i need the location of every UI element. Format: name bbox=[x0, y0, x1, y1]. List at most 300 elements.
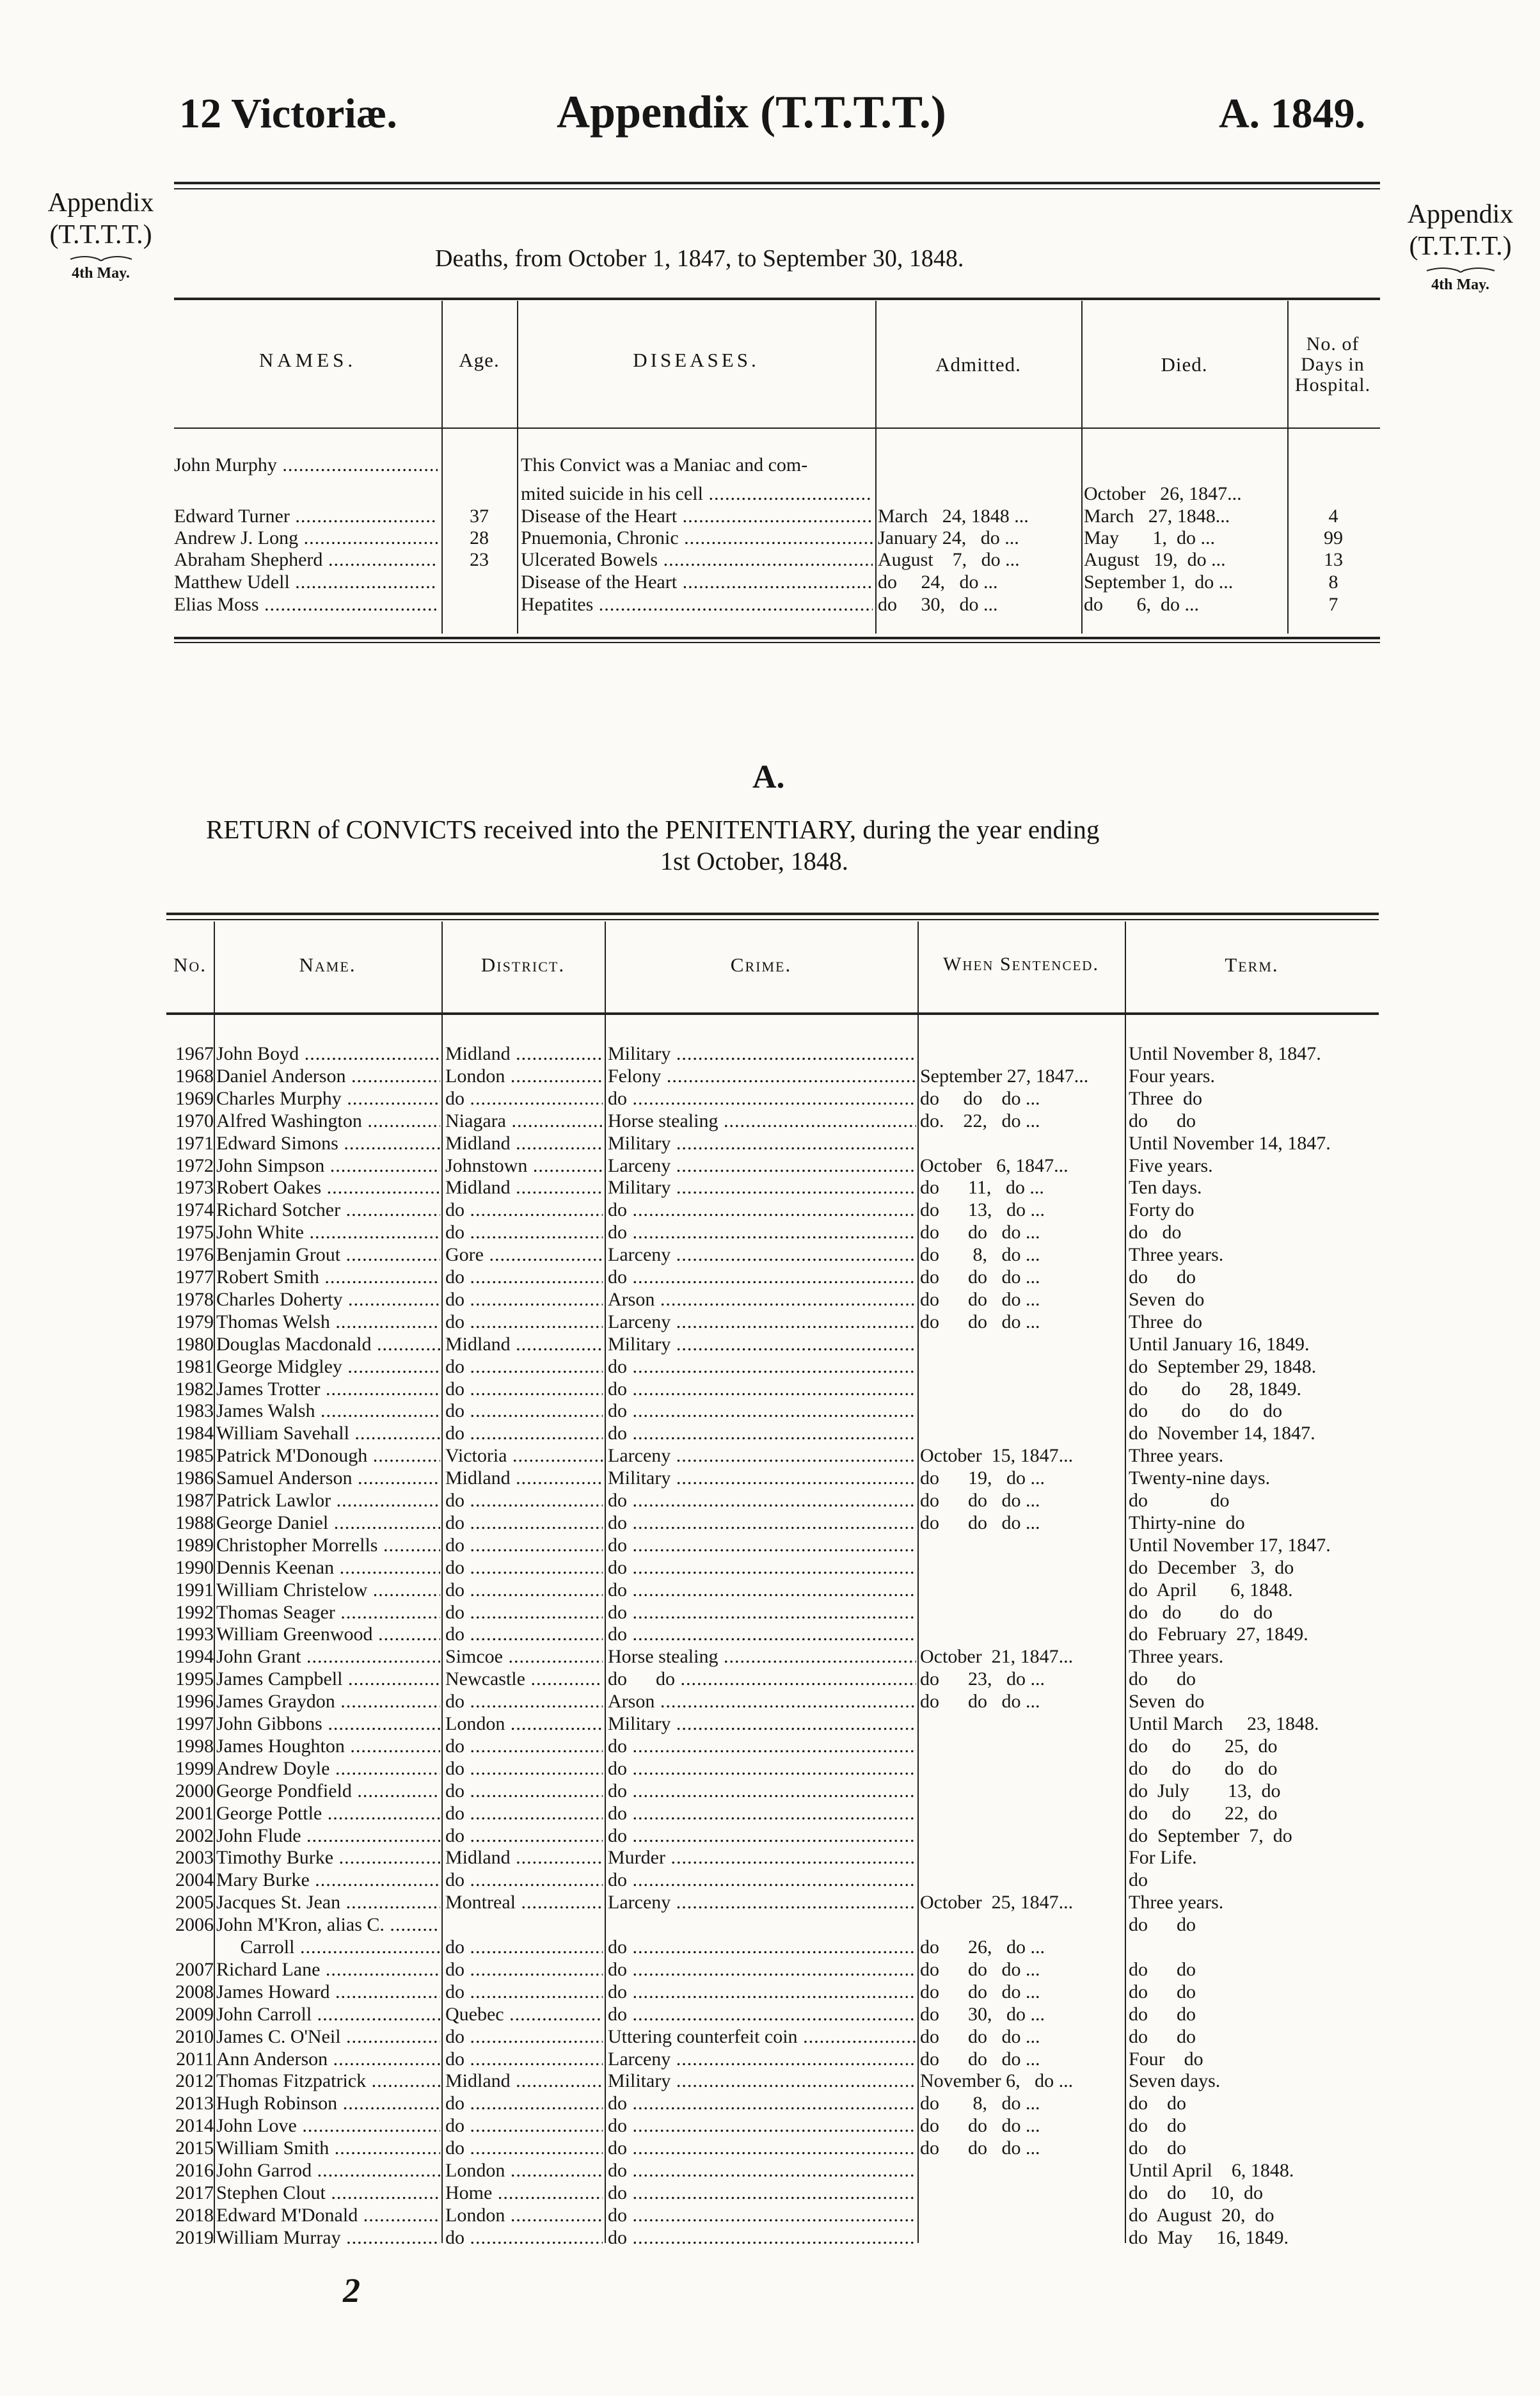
convict-name: Ann Anderson ..... bbox=[216, 2049, 440, 2070]
convict-crime: Uttering counterfeit coin ..... bbox=[608, 2026, 916, 2048]
convict-crime: Military ..... bbox=[608, 2070, 916, 2092]
convict-no: 2010 bbox=[175, 2026, 214, 2047]
convict-no: 2013 bbox=[175, 2093, 214, 2114]
deaths-bottom-rule bbox=[174, 637, 1380, 639]
convict-sentenced: do do do ... bbox=[920, 1222, 1040, 1243]
death-age: 28 bbox=[470, 527, 489, 548]
convict-term: Until November 14, 1847. bbox=[1129, 1133, 1331, 1154]
death-disease: Hepatites ..... bbox=[521, 594, 873, 616]
return-top-rule bbox=[166, 913, 1379, 915]
convict-no: 2009 bbox=[175, 2004, 214, 2025]
convict-name: George Daniel ..... bbox=[216, 1512, 440, 1534]
convict-crime: do ..... bbox=[608, 1400, 916, 1422]
convict-crime: do ..... bbox=[608, 2093, 916, 2114]
convict-sentenced: do do do ... bbox=[920, 1311, 1040, 1332]
return-col-sep bbox=[214, 922, 215, 2243]
convict-name: James Houghton ..... bbox=[216, 1736, 440, 1757]
convict-name: Andrew Doyle ..... bbox=[216, 1758, 440, 1780]
convict-district: do ..... bbox=[445, 1825, 603, 1847]
convict-name: Carroll ..... bbox=[216, 1937, 440, 1958]
convict-term: Ten days. bbox=[1129, 1177, 1202, 1198]
convict-crime: do ..... bbox=[608, 1803, 916, 1825]
death-days: 4 bbox=[1328, 506, 1338, 527]
return-col-sep bbox=[917, 922, 919, 2243]
convict-district: do ..... bbox=[445, 1981, 603, 2003]
convict-crime: Larceny ..... bbox=[608, 1892, 916, 1913]
convict-name: Timothy Burke ..... bbox=[216, 1847, 440, 1869]
convict-term: do August 20, do bbox=[1129, 2205, 1274, 2226]
convict-name: James Howard ..... bbox=[216, 1981, 440, 2003]
convict-district: London ..... bbox=[445, 1713, 603, 1735]
convict-term: Three years. bbox=[1129, 1445, 1224, 1466]
convict-name: Richard Sotcher ..... bbox=[216, 1199, 440, 1221]
convict-district: do ..... bbox=[445, 1289, 603, 1311]
convict-crime: Larceny ..... bbox=[608, 1244, 916, 1266]
return-col-term: Term. bbox=[1225, 954, 1279, 976]
convict-name: James Campbell ..... bbox=[216, 1668, 440, 1690]
convict-term: do September 29, 1848. bbox=[1129, 1356, 1317, 1377]
convict-crime: do ..... bbox=[608, 1825, 916, 1847]
convict-sentenced: do do do ... bbox=[920, 1959, 1040, 1980]
convict-sentenced: do do do ... bbox=[920, 1088, 1040, 1109]
convict-sentenced: do 26, do ... bbox=[920, 1937, 1045, 1958]
convict-district: Victoria ..... bbox=[445, 1445, 603, 1467]
convict-no: 1995 bbox=[175, 1668, 214, 1689]
convict-term: Forty do bbox=[1129, 1199, 1195, 1220]
convict-district: do ..... bbox=[445, 1691, 603, 1713]
death-admitted: March 24, 1848 ... bbox=[878, 506, 1029, 527]
convict-crime: Horse stealing ..... bbox=[608, 1646, 916, 1668]
convict-sentenced: do 30, do ... bbox=[920, 2004, 1045, 2025]
return-header-bottom bbox=[166, 1012, 1379, 1015]
convict-no: 1987 bbox=[175, 1490, 214, 1511]
convict-crime: do ..... bbox=[608, 1423, 916, 1444]
convict-term: do do bbox=[1129, 2115, 1186, 2136]
convict-no: 2007 bbox=[175, 1959, 214, 1980]
convict-no: 1980 bbox=[175, 1334, 214, 1355]
death-days: 8 bbox=[1328, 571, 1338, 593]
margin-note-line2: (T.T.T.T.) bbox=[49, 220, 152, 250]
convict-no: 1992 bbox=[175, 1602, 214, 1623]
return-col-no: No. bbox=[173, 954, 207, 976]
convict-term: do do bbox=[1129, 1222, 1182, 1243]
convict-district: do ..... bbox=[445, 1490, 603, 1512]
convict-sentenced: do do do ... bbox=[920, 1289, 1040, 1310]
convict-term: Until March 23, 1848. bbox=[1129, 1713, 1319, 1734]
convict-name: Edward M'Donald ..... bbox=[216, 2205, 440, 2226]
convict-term: Seven days. bbox=[1129, 2070, 1221, 2091]
deaths-bottom-rule-2 bbox=[174, 642, 1380, 643]
convict-name: Stephen Clout ..... bbox=[216, 2182, 440, 2204]
convict-name: James Trotter ..... bbox=[216, 1378, 440, 1400]
convict-district: Midland ..... bbox=[445, 1177, 603, 1199]
deaths-col-names: NAMES. bbox=[258, 349, 357, 371]
convict-term: do do do do bbox=[1129, 1602, 1273, 1623]
convict-sentenced: do do do ... bbox=[920, 2049, 1040, 2070]
convict-no: 1974 bbox=[175, 1199, 214, 1220]
convict-district: London ..... bbox=[445, 1066, 603, 1087]
deaths-top-rule-2 bbox=[174, 188, 1380, 189]
convict-term: Twenty-nine days. bbox=[1129, 1467, 1271, 1489]
deaths-col-age: Age. bbox=[459, 349, 500, 371]
convict-name: John Flude ..... bbox=[216, 1825, 440, 1847]
convict-crime: do ..... bbox=[608, 1736, 916, 1757]
convict-crime: do ..... bbox=[608, 1602, 916, 1624]
convict-no: 2017 bbox=[175, 2182, 214, 2203]
convict-no: 1990 bbox=[175, 1557, 214, 1578]
convict-district: do ..... bbox=[445, 1535, 603, 1556]
convict-term: do do bbox=[1129, 1266, 1196, 1288]
convict-district: Gore ..... bbox=[445, 1244, 603, 1266]
convict-crime: Arson ..... bbox=[608, 1289, 916, 1311]
convict-sentenced: do 8, do ... bbox=[920, 1244, 1040, 1265]
convict-crime: Larceny ..... bbox=[608, 1311, 916, 1333]
death-died: May 1, do ... bbox=[1084, 527, 1215, 548]
convict-no: 2003 bbox=[175, 1847, 214, 1868]
convict-crime: do ..... bbox=[608, 1981, 916, 2003]
death-age: 37 bbox=[470, 506, 489, 527]
convict-no: 2005 bbox=[175, 1892, 214, 1913]
convict-name: Daniel Anderson ..... bbox=[216, 1066, 440, 1087]
convict-district: do ..... bbox=[445, 1959, 603, 1981]
convict-district: do ..... bbox=[445, 1736, 603, 1757]
death-name: Edward Turner ..... bbox=[174, 506, 438, 527]
convict-district: London ..... bbox=[445, 2205, 603, 2226]
death-disease: Disease of the Heart ..... bbox=[521, 571, 873, 593]
convict-name: George Pondfield ..... bbox=[216, 1780, 440, 1802]
return-col-name: Name. bbox=[299, 954, 356, 976]
return-col-crime: Crime. bbox=[730, 954, 792, 976]
convict-crime: do ..... bbox=[608, 1356, 916, 1378]
convict-sentenced: do do do ... bbox=[920, 2115, 1040, 2136]
convict-sentenced: do 23, do ... bbox=[920, 1668, 1045, 1689]
convict-sentenced: October 25, 1847... bbox=[920, 1892, 1074, 1913]
convict-crime: Military ..... bbox=[608, 1043, 916, 1065]
death-days: 7 bbox=[1328, 594, 1338, 615]
convict-term: Three do bbox=[1129, 1088, 1202, 1109]
convict-term: do May 16, 1849. bbox=[1129, 2227, 1289, 2248]
convict-term: do do do do bbox=[1129, 1758, 1278, 1779]
convict-district: do ..... bbox=[445, 1400, 603, 1422]
convict-crime: do ..... bbox=[608, 2137, 916, 2159]
deaths-col-sep bbox=[1287, 301, 1289, 634]
convict-no: 1983 bbox=[175, 1400, 214, 1421]
convict-crime: do ..... bbox=[608, 2227, 916, 2249]
convict-term: do do 25, do bbox=[1129, 1736, 1278, 1757]
convict-district: do ..... bbox=[445, 2115, 603, 2137]
convict-district: do ..... bbox=[445, 2049, 603, 2070]
deaths-col-admitted: Admitted. bbox=[935, 353, 1021, 376]
return-title-line2: 1st October, 1848. bbox=[660, 847, 848, 875]
convict-district: do ..... bbox=[445, 2227, 603, 2249]
convict-crime: do ..... bbox=[608, 1088, 916, 1110]
convict-district: Quebec ..... bbox=[445, 2004, 603, 2025]
death-died: September 1, do ... bbox=[1084, 571, 1234, 593]
convict-no: 1982 bbox=[175, 1378, 214, 1400]
convict-term: Four years. bbox=[1129, 1066, 1215, 1087]
convict-name: John Carroll ..... bbox=[216, 2004, 440, 2025]
convict-district: Midland ..... bbox=[445, 2070, 603, 2092]
convict-name: Robert Oakes ..... bbox=[216, 1177, 440, 1199]
convict-no: 1986 bbox=[175, 1467, 214, 1489]
convict-sentenced: do 13, do ... bbox=[920, 1199, 1045, 1220]
convict-district: do ..... bbox=[445, 1222, 603, 1243]
deaths-title: Deaths, from October 1, 1847, to September 30, 1848. bbox=[435, 245, 964, 272]
convict-no: 1989 bbox=[175, 1535, 214, 1556]
return-top-rule-2 bbox=[166, 919, 1379, 920]
margin-note-line2: (T.T.T.T.) bbox=[1409, 232, 1512, 262]
convict-sentenced: do do do ... bbox=[920, 1981, 1040, 2002]
convict-term: do do bbox=[1129, 1914, 1196, 1935]
convict-term: do do bbox=[1129, 2026, 1196, 2047]
convict-district: Midland ..... bbox=[445, 1043, 603, 1065]
convict-crime: do ..... bbox=[608, 1490, 916, 1512]
convict-crime: do ..... bbox=[608, 1579, 916, 1601]
convict-sentenced: October 6, 1847... bbox=[920, 1155, 1068, 1176]
convict-district: Newcastle ..... bbox=[445, 1668, 603, 1690]
header-right: A. 1849. bbox=[1219, 90, 1366, 137]
convict-district: Montreal ..... bbox=[445, 1892, 603, 1913]
page-number: 2 bbox=[343, 2271, 360, 2310]
convict-crime: Military ..... bbox=[608, 1467, 916, 1489]
deaths-col-sep bbox=[1081, 301, 1083, 634]
convict-no: 1976 bbox=[175, 1244, 214, 1265]
convict-sentenced: September 27, 1847... bbox=[920, 1066, 1089, 1087]
convict-no: 2004 bbox=[175, 1869, 214, 1890]
deaths-col-sep bbox=[875, 301, 877, 634]
convict-crime: do ..... bbox=[608, 1937, 916, 1958]
convict-no: 2015 bbox=[175, 2137, 214, 2159]
convict-term: do do bbox=[1129, 1490, 1230, 1511]
convict-crime: Larceny ..... bbox=[608, 1155, 916, 1177]
convict-name: William Smith ..... bbox=[216, 2137, 440, 2159]
convict-district: do ..... bbox=[445, 1512, 603, 1534]
convict-no: 2012 bbox=[175, 2070, 214, 2091]
convict-crime: do ..... bbox=[608, 1959, 916, 1981]
convict-no: 1988 bbox=[175, 1512, 214, 1533]
convict-crime: do ..... bbox=[608, 2115, 916, 2137]
convict-crime: do ..... bbox=[608, 1222, 916, 1243]
convict-name: John White ..... bbox=[216, 1222, 440, 1243]
convict-name: Edward Simons ..... bbox=[216, 1133, 440, 1154]
death-age: 23 bbox=[470, 549, 489, 570]
convict-sentenced: do do do ... bbox=[920, 1490, 1040, 1511]
convict-crime: Larceny ..... bbox=[608, 1445, 916, 1467]
death-name: Matthew Udell ..... bbox=[174, 571, 438, 593]
convict-crime: do ..... bbox=[608, 2182, 916, 2204]
margin-note-line1: Appendix bbox=[1407, 200, 1514, 229]
convict-term: Three do bbox=[1129, 1311, 1202, 1332]
convict-crime: Military ..... bbox=[608, 1133, 916, 1154]
convict-crime: do ..... bbox=[608, 1780, 916, 1802]
convict-term: do April 6, 1848. bbox=[1129, 1579, 1293, 1601]
convict-crime: do ..... bbox=[608, 1266, 916, 1288]
convict-name: John Garrod ..... bbox=[216, 2160, 440, 2182]
death-admitted: August 7, do ... bbox=[878, 549, 1020, 570]
death-disease: mited suicide in his cell ..... bbox=[521, 483, 873, 505]
convict-name: Jacques St. Jean ..... bbox=[216, 1892, 440, 1913]
convict-crime: do ..... bbox=[608, 1758, 916, 1780]
convict-term: do do bbox=[1129, 2004, 1196, 2025]
convict-crime: do ..... bbox=[608, 1624, 916, 1645]
convict-crime: Horse stealing ..... bbox=[608, 1110, 916, 1132]
convict-sentenced: October 15, 1847... bbox=[920, 1445, 1074, 1466]
death-name: Abraham Shepherd ..... bbox=[174, 549, 438, 571]
convict-sentenced: do do do ... bbox=[920, 2026, 1040, 2047]
death-died: do 6, do ... bbox=[1084, 594, 1199, 615]
convict-term: do December 3, do bbox=[1129, 1557, 1294, 1578]
convict-term: Until January 16, 1849. bbox=[1129, 1334, 1310, 1355]
convict-name: William Christelow ..... bbox=[216, 1579, 440, 1601]
convict-no: 1975 bbox=[175, 1222, 214, 1243]
death-name: Andrew J. Long ..... bbox=[174, 527, 438, 549]
convict-crime: Military ..... bbox=[608, 1713, 916, 1735]
convict-name: Patrick Lawlor ..... bbox=[216, 1490, 440, 1512]
convict-sentenced: do do do ... bbox=[920, 1266, 1040, 1288]
convict-no: 2006 bbox=[175, 1914, 214, 1935]
deaths-col-died: Died. bbox=[1161, 353, 1208, 376]
deaths-header-bottom bbox=[174, 427, 1380, 429]
convict-district: do ..... bbox=[445, 1311, 603, 1333]
convict-name: Richard Lane ..... bbox=[216, 1959, 440, 1981]
death-name: Elias Moss ..... bbox=[174, 594, 438, 616]
margin-note-right bbox=[1388, 198, 1532, 294]
convict-name: James C. O'Neil ..... bbox=[216, 2026, 440, 2048]
margin-note-line3: 4th May. bbox=[1431, 276, 1489, 293]
death-admitted: do 24, do ... bbox=[878, 571, 998, 593]
death-days: 13 bbox=[1324, 549, 1343, 570]
convict-term: Until November 17, 1847. bbox=[1129, 1535, 1331, 1556]
convict-term: do November 14, 1847. bbox=[1129, 1423, 1315, 1444]
convict-district: do ..... bbox=[445, 1266, 603, 1288]
convict-crime: Larceny ..... bbox=[608, 2049, 916, 2070]
convict-no: 1977 bbox=[175, 1266, 214, 1288]
convict-crime: do ..... bbox=[608, 1378, 916, 1400]
convict-district: do ..... bbox=[445, 1869, 603, 1891]
margin-note-left bbox=[32, 187, 170, 283]
convict-term: Until November 8, 1847. bbox=[1129, 1043, 1321, 1064]
death-died: March 27, 1848... bbox=[1084, 506, 1230, 527]
convict-crime: do ..... bbox=[608, 1512, 916, 1534]
convict-district: do ..... bbox=[445, 1758, 603, 1780]
convict-district: Midland ..... bbox=[445, 1334, 603, 1355]
convict-term: Seven do bbox=[1129, 1691, 1205, 1712]
death-name: John Murphy ..... bbox=[174, 454, 438, 476]
death-admitted: do 30, do ... bbox=[878, 594, 998, 615]
death-died: August 19, do ... bbox=[1084, 549, 1226, 570]
convict-term: Three years. bbox=[1129, 1892, 1224, 1913]
convict-district: do ..... bbox=[445, 1378, 603, 1400]
convict-no: 2018 bbox=[175, 2205, 214, 2226]
convict-no: 1994 bbox=[175, 1646, 214, 1667]
convict-district: do ..... bbox=[445, 1356, 603, 1378]
convict-no: 1978 bbox=[175, 1289, 214, 1310]
convict-name: John Grant ..... bbox=[216, 1646, 440, 1668]
convict-name: Samuel Anderson ..... bbox=[216, 1467, 440, 1489]
return-col-sep bbox=[441, 922, 443, 2243]
convict-no: 1972 bbox=[175, 1155, 214, 1176]
convict-term: Seven do bbox=[1129, 1289, 1205, 1310]
convict-no: 2002 bbox=[175, 1825, 214, 1846]
convict-district: do ..... bbox=[445, 1602, 603, 1624]
death-days: 99 bbox=[1324, 527, 1343, 548]
convict-name: William Greenwood ..... bbox=[216, 1624, 440, 1645]
convict-no: 1993 bbox=[175, 1624, 214, 1645]
convict-no: 1979 bbox=[175, 1311, 214, 1332]
convict-crime: do ..... bbox=[608, 2205, 916, 2226]
convict-district: do ..... bbox=[445, 1937, 603, 1958]
header-left: 12 Victoriæ. bbox=[179, 90, 397, 137]
convict-no: 1991 bbox=[175, 1579, 214, 1601]
convict-name: James Walsh ..... bbox=[216, 1400, 440, 1422]
deaths-col-days: No. of Days in Hospital. bbox=[1294, 333, 1371, 395]
flourish-icon bbox=[69, 253, 133, 263]
convict-crime: Arson ..... bbox=[608, 1691, 916, 1713]
convict-district: do ..... bbox=[445, 1579, 603, 1601]
convict-term: do do 22, do bbox=[1129, 1803, 1278, 1824]
convict-crime: Military ..... bbox=[608, 1334, 916, 1355]
return-title-line1: RETURN of CONVICTS received into the PENITENTIARY, during the year ending bbox=[206, 815, 1100, 844]
convict-crime: do ..... bbox=[608, 1199, 916, 1221]
convict-district: London ..... bbox=[445, 2160, 603, 2182]
convict-name: William Savehall ..... bbox=[216, 1423, 440, 1444]
convict-name: John Boyd ..... bbox=[216, 1043, 440, 1065]
convict-district: Simcoe ..... bbox=[445, 1646, 603, 1668]
convict-sentenced: do 11, do ... bbox=[920, 1177, 1044, 1198]
convict-term: do do bbox=[1129, 1110, 1196, 1131]
deaths-top-rule bbox=[174, 182, 1380, 184]
convict-no: 2014 bbox=[175, 2115, 214, 2136]
convict-district: do ..... bbox=[445, 1780, 603, 1802]
convict-district: do ..... bbox=[445, 2137, 603, 2159]
convict-name: Alfred Washington ..... bbox=[216, 1110, 440, 1132]
convict-sentenced: October 21, 1847... bbox=[920, 1646, 1074, 1667]
convict-name: John Gibbons ..... bbox=[216, 1713, 440, 1735]
convict-district: Johnstown ..... bbox=[445, 1155, 603, 1177]
convict-term: do July 13, do bbox=[1129, 1780, 1281, 1801]
convict-term: do September 7, do bbox=[1129, 1825, 1292, 1846]
convict-name: Patrick M'Donough ..... bbox=[216, 1445, 440, 1467]
convict-term: do do bbox=[1129, 1981, 1196, 2002]
convict-no: 1985 bbox=[175, 1445, 214, 1466]
convict-sentenced: do do do ... bbox=[920, 1512, 1040, 1533]
convict-no: 1969 bbox=[175, 1088, 214, 1109]
convict-no: 2019 bbox=[175, 2227, 214, 2248]
convict-name: Benjamin Grout ..... bbox=[216, 1244, 440, 1266]
convict-name: Christopher Morrells ..... bbox=[216, 1535, 440, 1556]
convict-district: do ..... bbox=[445, 2026, 603, 2048]
death-disease: Ulcerated Bowels ..... bbox=[521, 549, 873, 571]
convict-name: Thomas Fitzpatrick ..... bbox=[216, 2070, 440, 2092]
convict-crime: do ..... bbox=[608, 2160, 916, 2182]
convict-crime: do do ..... bbox=[608, 1668, 916, 1690]
convict-name: Charles Murphy ..... bbox=[216, 1088, 440, 1110]
convict-name: Douglas Macdonald ..... bbox=[216, 1334, 440, 1355]
death-died: October 26, 1847... bbox=[1084, 483, 1242, 504]
return-col-district: District. bbox=[480, 954, 566, 976]
convict-term: do bbox=[1129, 1869, 1148, 1890]
convict-name: Thomas Welsh ..... bbox=[216, 1311, 440, 1333]
convict-no: 2001 bbox=[175, 1803, 214, 1824]
convict-term: do February 27, 1849. bbox=[1129, 1624, 1308, 1645]
convict-name: George Midgley ..... bbox=[216, 1356, 440, 1378]
convict-term: Three years. bbox=[1129, 1244, 1224, 1265]
death-disease: This Convict was a Maniac and com- bbox=[521, 454, 808, 475]
convict-term: Until April 6, 1848. bbox=[1129, 2160, 1294, 2181]
convict-term: Five years. bbox=[1129, 1155, 1213, 1176]
convict-term: do do 10, do bbox=[1129, 2182, 1263, 2203]
convict-sentenced: do do do ... bbox=[920, 1691, 1040, 1712]
